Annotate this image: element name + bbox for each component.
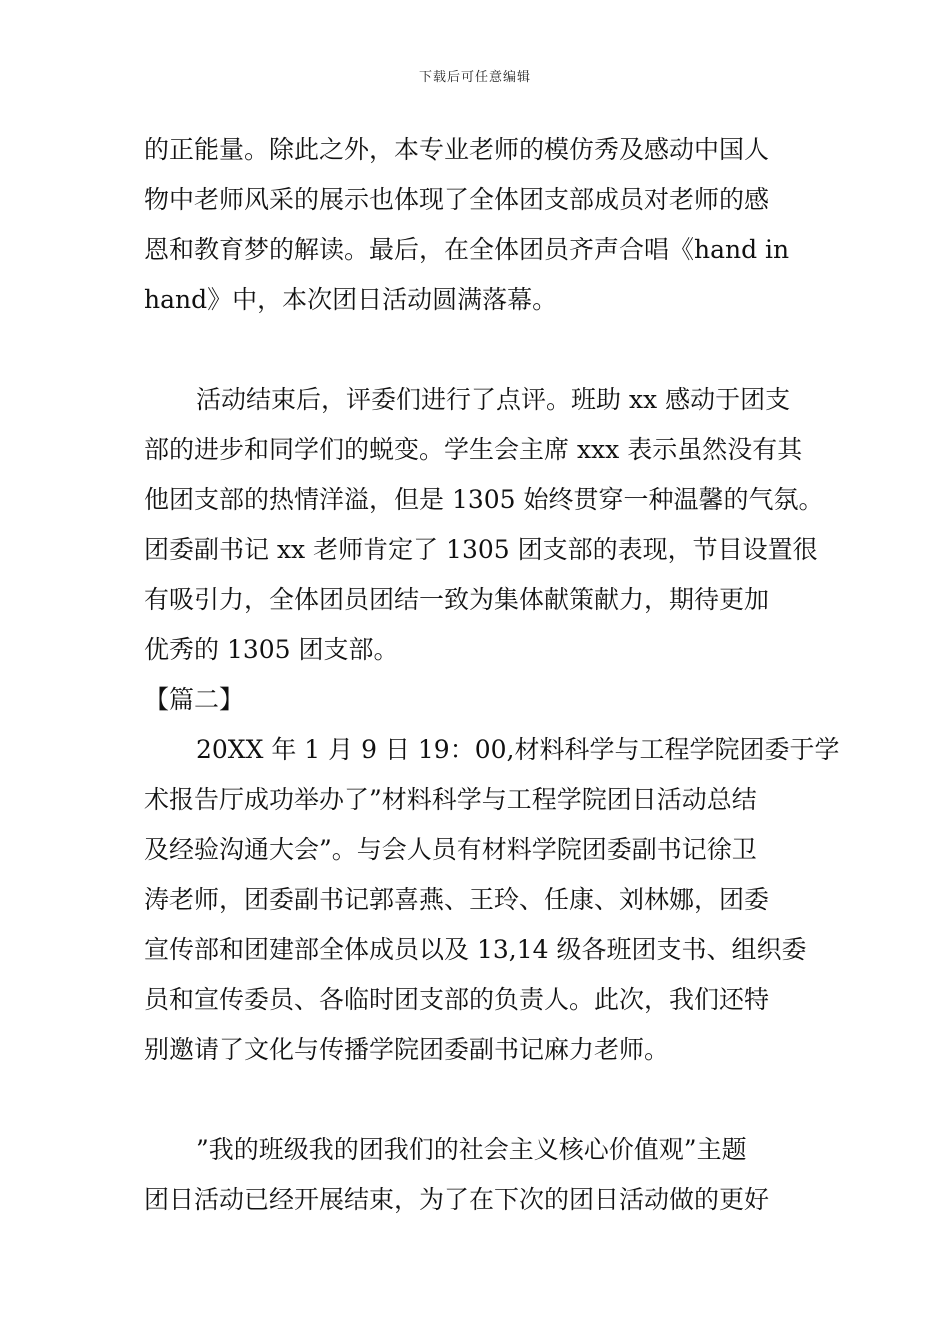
- text-line: 术报告厅成功举办了”材料科学与工程学院团日活动总结: [144, 785, 757, 814]
- text-line: 他团支部的热情洋溢，但是 1305 始终贯穿一种温馨的气氛。: [144, 485, 824, 514]
- text-line: 活动结束后，评委们进行了点评。班助 xx 感动于团支: [196, 385, 791, 414]
- text-line: 20XX 年 1 月 9 日 19：00,材料科学与工程学院团委于学: [196, 735, 840, 764]
- page-header: 下载后可任意编辑: [418, 70, 531, 85]
- paragraph-2: [144, 375, 824, 675]
- text-line: 宣传部和团建部全体成员以及 13,14 级各班团支书、组织委: [144, 935, 807, 964]
- text-line: 恩和教育梦的解读。最后，在全体团员齐声合唱《hand in: [144, 235, 790, 264]
- text-line: 员和宣传委员、各临时团支部的负责人。此次，我们还特: [144, 985, 770, 1014]
- text-line: 涛老师，团委副书记郭喜燕、王玲、任康、刘林娜，团委: [144, 885, 770, 914]
- text-line: 物中老师风采的展示也体现了全体团支部成员对老师的感: [144, 185, 770, 214]
- text-line: 及经验沟通大会”。与会人员有材料学院团委副书记徐卫: [144, 835, 757, 864]
- text-line: 的正能量。除此之外，本专业老师的模仿秀及感动中国人: [144, 135, 770, 164]
- paragraph-1: [144, 125, 814, 325]
- paragraph-4: [144, 1125, 814, 1225]
- text-line: 有吸引力，全体团员团结一致为集体献策献力，期待更加: [144, 585, 770, 614]
- paragraph-gap: [144, 325, 814, 375]
- document-body: [144, 125, 840, 1225]
- text-line: 别邀请了文化与传播学院团委副书记麻力老师。: [144, 1035, 670, 1064]
- text-line: 团日活动已经开展结束，为了在下次的团日活动做的更好: [144, 1185, 770, 1214]
- text-line: 部的进步和同学们的蜕变。学生会主席 xxx 表示虽然没有其: [144, 435, 803, 464]
- section-heading: 【篇二】: [144, 685, 245, 714]
- paragraph-gap: [144, 1075, 814, 1125]
- paragraph-3: [144, 725, 840, 1075]
- text-line: 团委副书记 xx 老师肯定了 1305 团支部的表现，节目设置很: [144, 535, 818, 564]
- text-line: 优秀的 1305 团支部。: [144, 635, 399, 664]
- text-line: hand》中，本次团日活动圆满落幕。: [144, 285, 558, 314]
- text-line: ”我的班级我的团我们的社会主义核心价值观”主题: [196, 1135, 747, 1164]
